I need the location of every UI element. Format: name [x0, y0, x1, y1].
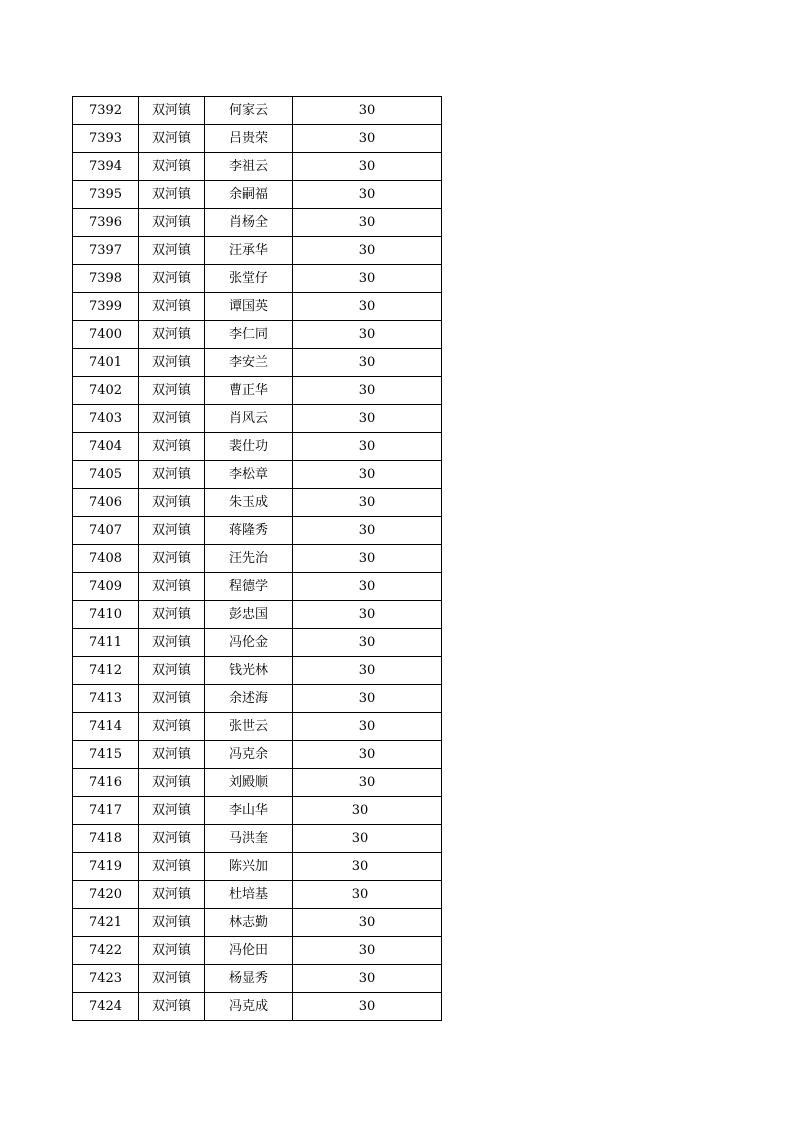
amount-cell: 30	[293, 825, 442, 853]
name-cell: 余述海	[205, 685, 293, 713]
id-cell: 7405	[73, 461, 139, 489]
town-cell: 双河镇	[139, 629, 205, 657]
amount-cell: 30	[293, 965, 442, 993]
table-row	[73, 181, 442, 209]
amount-cell: 30	[293, 97, 442, 125]
id-cell: 7399	[73, 293, 139, 321]
id-cell: 7412	[73, 657, 139, 685]
town-cell: 双河镇	[139, 209, 205, 237]
amount-cell: 30	[293, 433, 442, 461]
id-cell: 7414	[73, 713, 139, 741]
name-cell: 杜培基	[205, 881, 293, 909]
id-cell: 7395	[73, 181, 139, 209]
amount-cell: 30	[293, 461, 442, 489]
amount-cell: 30	[293, 573, 442, 601]
town-cell: 双河镇	[139, 993, 205, 1021]
table-row	[73, 573, 442, 601]
name-cell: 曹正华	[205, 377, 293, 405]
table-row	[73, 965, 442, 993]
town-cell: 双河镇	[139, 573, 205, 601]
table-row	[73, 881, 442, 909]
table-row	[73, 97, 442, 125]
table-row	[73, 125, 442, 153]
table-row	[73, 377, 442, 405]
table-row	[73, 769, 442, 797]
town-cell: 双河镇	[139, 461, 205, 489]
name-cell: 蒋隆秀	[205, 517, 293, 545]
town-cell: 双河镇	[139, 853, 205, 881]
name-cell: 程德学	[205, 573, 293, 601]
name-cell: 肖风云	[205, 405, 293, 433]
id-cell: 7406	[73, 489, 139, 517]
town-cell: 双河镇	[139, 965, 205, 993]
id-cell: 7419	[73, 853, 139, 881]
table-row	[73, 517, 442, 545]
amount-cell: 30	[293, 685, 442, 713]
town-cell: 双河镇	[139, 489, 205, 517]
id-cell: 7404	[73, 433, 139, 461]
id-cell: 7408	[73, 545, 139, 573]
amount-cell: 30	[293, 489, 442, 517]
id-cell: 7420	[73, 881, 139, 909]
name-cell: 吕贵荣	[205, 125, 293, 153]
id-cell: 7402	[73, 377, 139, 405]
table-row	[73, 321, 442, 349]
amount-cell: 30	[293, 713, 442, 741]
town-cell: 双河镇	[139, 825, 205, 853]
id-cell: 7397	[73, 237, 139, 265]
amount-cell: 30	[293, 545, 442, 573]
table-row	[73, 349, 442, 377]
name-cell: 谭国英	[205, 293, 293, 321]
id-cell: 7393	[73, 125, 139, 153]
name-cell: 冯伦田	[205, 937, 293, 965]
name-cell: 张堂仔	[205, 265, 293, 293]
id-cell: 7417	[73, 797, 139, 825]
id-cell: 7398	[73, 265, 139, 293]
id-cell: 7394	[73, 153, 139, 181]
id-cell: 7403	[73, 405, 139, 433]
town-cell: 双河镇	[139, 769, 205, 797]
town-cell: 双河镇	[139, 881, 205, 909]
table-row	[73, 657, 442, 685]
amount-cell: 30	[293, 741, 442, 769]
table-row	[73, 209, 442, 237]
town-cell: 双河镇	[139, 433, 205, 461]
amount-cell: 30	[293, 265, 442, 293]
amount-cell: 30	[293, 293, 442, 321]
table-row	[73, 741, 442, 769]
name-cell: 彭忠国	[205, 601, 293, 629]
id-cell: 7400	[73, 321, 139, 349]
table-row	[73, 797, 442, 825]
roster-table-body	[73, 97, 442, 1021]
town-cell: 双河镇	[139, 797, 205, 825]
id-cell: 7409	[73, 573, 139, 601]
id-cell: 7424	[73, 993, 139, 1021]
town-cell: 双河镇	[139, 517, 205, 545]
name-cell: 马洪奎	[205, 825, 293, 853]
table-row	[73, 909, 442, 937]
table-row	[73, 685, 442, 713]
table-row	[73, 237, 442, 265]
amount-cell: 30	[293, 377, 442, 405]
town-cell: 双河镇	[139, 181, 205, 209]
table-row	[73, 293, 442, 321]
amount-cell: 30	[293, 405, 442, 433]
amount-cell: 30	[293, 629, 442, 657]
table-row	[73, 153, 442, 181]
name-cell: 冯伦金	[205, 629, 293, 657]
amount-cell: 30	[293, 797, 442, 825]
town-cell: 双河镇	[139, 125, 205, 153]
amount-cell: 30	[293, 909, 442, 937]
id-cell: 7413	[73, 685, 139, 713]
town-cell: 双河镇	[139, 937, 205, 965]
amount-cell: 30	[293, 349, 442, 377]
table-row	[73, 461, 442, 489]
table-row	[73, 713, 442, 741]
table-row	[73, 433, 442, 461]
name-cell: 李祖云	[205, 153, 293, 181]
name-cell: 杨显秀	[205, 965, 293, 993]
amount-cell: 30	[293, 517, 442, 545]
table-row	[73, 853, 442, 881]
table-row	[73, 993, 442, 1021]
id-cell: 7423	[73, 965, 139, 993]
town-cell: 双河镇	[139, 293, 205, 321]
name-cell: 肖杨全	[205, 209, 293, 237]
town-cell: 双河镇	[139, 405, 205, 433]
name-cell: 李松章	[205, 461, 293, 489]
town-cell: 双河镇	[139, 349, 205, 377]
table-row	[73, 825, 442, 853]
town-cell: 双河镇	[139, 713, 205, 741]
name-cell: 李山华	[205, 797, 293, 825]
amount-cell: 30	[293, 209, 442, 237]
town-cell: 双河镇	[139, 97, 205, 125]
id-cell: 7416	[73, 769, 139, 797]
amount-cell: 30	[293, 657, 442, 685]
name-cell: 冯克成	[205, 993, 293, 1021]
town-cell: 双河镇	[139, 909, 205, 937]
name-cell: 朱玉成	[205, 489, 293, 517]
name-cell: 陈兴加	[205, 853, 293, 881]
name-cell: 冯克余	[205, 741, 293, 769]
id-cell: 7421	[73, 909, 139, 937]
name-cell: 李安兰	[205, 349, 293, 377]
amount-cell: 30	[293, 181, 442, 209]
amount-cell: 30	[293, 237, 442, 265]
id-cell: 7392	[73, 97, 139, 125]
town-cell: 双河镇	[139, 685, 205, 713]
table-row	[73, 629, 442, 657]
town-cell: 双河镇	[139, 321, 205, 349]
name-cell: 钱光林	[205, 657, 293, 685]
id-cell: 7396	[73, 209, 139, 237]
id-cell: 7407	[73, 517, 139, 545]
amount-cell: 30	[293, 993, 442, 1021]
name-cell: 汪承华	[205, 237, 293, 265]
name-cell: 张世云	[205, 713, 293, 741]
id-cell: 7401	[73, 349, 139, 377]
amount-cell: 30	[293, 601, 442, 629]
amount-cell: 30	[293, 125, 442, 153]
id-cell: 7422	[73, 937, 139, 965]
name-cell: 何家云	[205, 97, 293, 125]
town-cell: 双河镇	[139, 545, 205, 573]
amount-cell: 30	[293, 853, 442, 881]
amount-cell: 30	[293, 153, 442, 181]
roster-sheet	[72, 96, 442, 1021]
name-cell: 余嗣福	[205, 181, 293, 209]
table-row	[73, 937, 442, 965]
id-cell: 7415	[73, 741, 139, 769]
town-cell: 双河镇	[139, 377, 205, 405]
town-cell: 双河镇	[139, 237, 205, 265]
name-cell: 李仁同	[205, 321, 293, 349]
name-cell: 裴仕功	[205, 433, 293, 461]
table-row	[73, 265, 442, 293]
table-row	[73, 601, 442, 629]
table-row	[73, 405, 442, 433]
id-cell: 7418	[73, 825, 139, 853]
table-row	[73, 489, 442, 517]
name-cell: 汪先治	[205, 545, 293, 573]
amount-cell: 30	[293, 937, 442, 965]
town-cell: 双河镇	[139, 153, 205, 181]
town-cell: 双河镇	[139, 657, 205, 685]
roster-table	[72, 96, 442, 1021]
name-cell: 刘殿顺	[205, 769, 293, 797]
id-cell: 7411	[73, 629, 139, 657]
amount-cell: 30	[293, 881, 442, 909]
amount-cell: 30	[293, 321, 442, 349]
town-cell: 双河镇	[139, 265, 205, 293]
town-cell: 双河镇	[139, 601, 205, 629]
id-cell: 7410	[73, 601, 139, 629]
name-cell: 林志勤	[205, 909, 293, 937]
table-row	[73, 545, 442, 573]
town-cell: 双河镇	[139, 741, 205, 769]
amount-cell: 30	[293, 769, 442, 797]
